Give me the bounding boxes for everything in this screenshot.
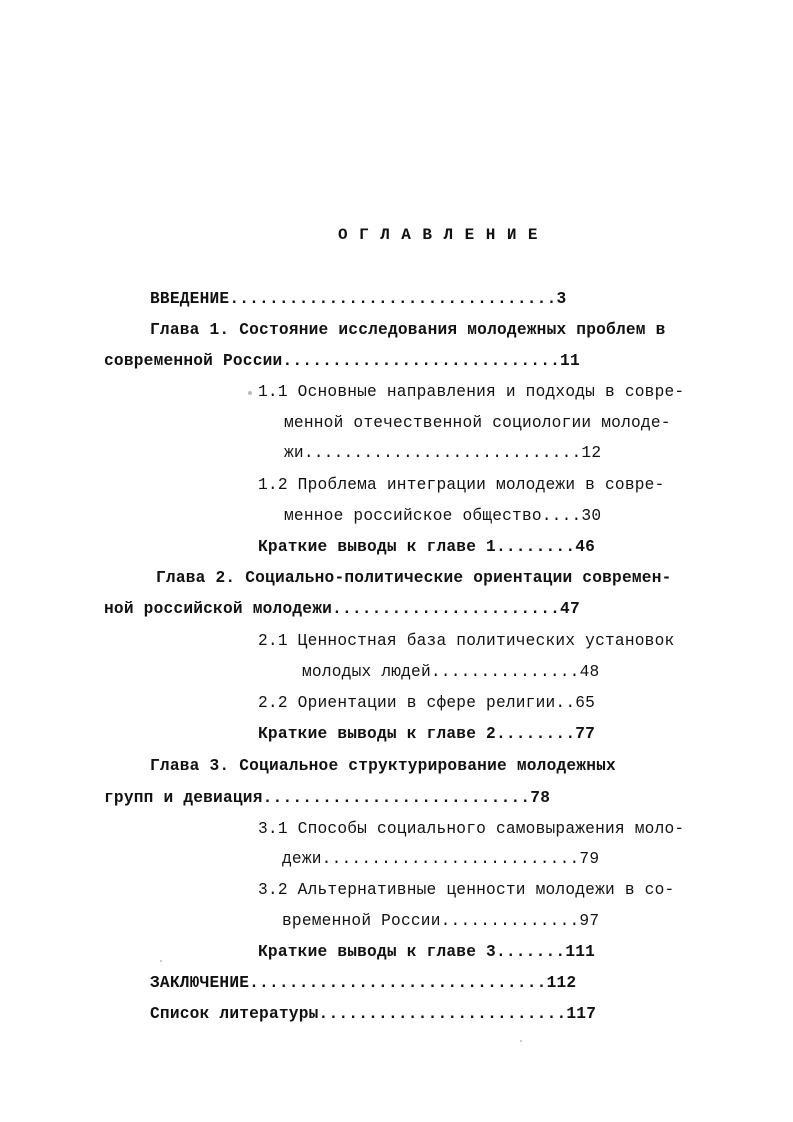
toc-section-1-2-line-2: менное российское общество....30 xyxy=(284,507,602,525)
toc-summary-chapter-3: Краткие выводы к главе 3.......111 xyxy=(258,943,596,961)
toc-chapter-1-line-1: Глава 1. Состояние исследования молодежных проблем в xyxy=(150,321,666,339)
toc-section-2-2: 2.2 Ориентации в сфере религии..65 xyxy=(258,694,596,712)
toc-chapter-2-line-2: ной российской молодежи.......................47 xyxy=(104,600,580,618)
scan-speck xyxy=(248,391,252,395)
toc-section-2-1-line-1: 2.1 Ценностная база политических установок xyxy=(258,632,675,650)
toc-chapter-3-line-2: групп и девиация...........................78 xyxy=(104,789,551,807)
toc-chapter-3-line-1: Глава 3. Социальное структурирование молодежных xyxy=(150,757,616,775)
toc-section-3-2-line-2: временной России..............97 xyxy=(282,912,600,930)
toc-section-3-2-line-1: 3.2 Альтернативные ценности молодежи в со- xyxy=(258,881,675,899)
toc-section-1-2-line-1: 1.2 Проблема интеграции молодежи в совре- xyxy=(258,476,665,494)
toc-chapter-2-line-1: Глава 2. Социально-политические ориентации современ- xyxy=(156,569,672,587)
toc-section-1-1-line-2: менной отечественной социологии молоде- xyxy=(284,414,671,432)
toc-introduction: ВВЕДЕНИЕ.................................3 xyxy=(150,290,567,308)
toc-chapter-1-line-2-text: современной России............................11 xyxy=(104,352,580,370)
toc-conclusion: ЗАКЛЮЧЕНИЕ..............................112 xyxy=(150,974,577,992)
toc-summary-chapter-2: Краткие выводы к главе 2........77 xyxy=(258,725,596,743)
toc-summary-chapter-1: Краткие выводы к главе 1........46 xyxy=(258,538,596,556)
scan-speck xyxy=(160,960,162,962)
toc-section-1-1-line-3: жи............................12 xyxy=(284,444,602,462)
toc-section-3-1-line-2: дежи..........................79 xyxy=(282,850,600,868)
toc-section-3-1-line-1: 3.1 Способы социального самовыражения моло- xyxy=(258,820,685,838)
toc-section-1-1-line-1: 1.1 Основные направления и подходы в совре- xyxy=(258,383,685,401)
toc-references: Список литературы.........................117 xyxy=(150,1005,597,1023)
toc-chapter-1-line-2 xyxy=(104,351,580,371)
scan-speck xyxy=(520,1040,522,1042)
page-title: ОГЛАВЛЕНИЕ xyxy=(338,226,550,244)
toc-section-2-1-line-2: молодых людей...............48 xyxy=(302,663,600,681)
